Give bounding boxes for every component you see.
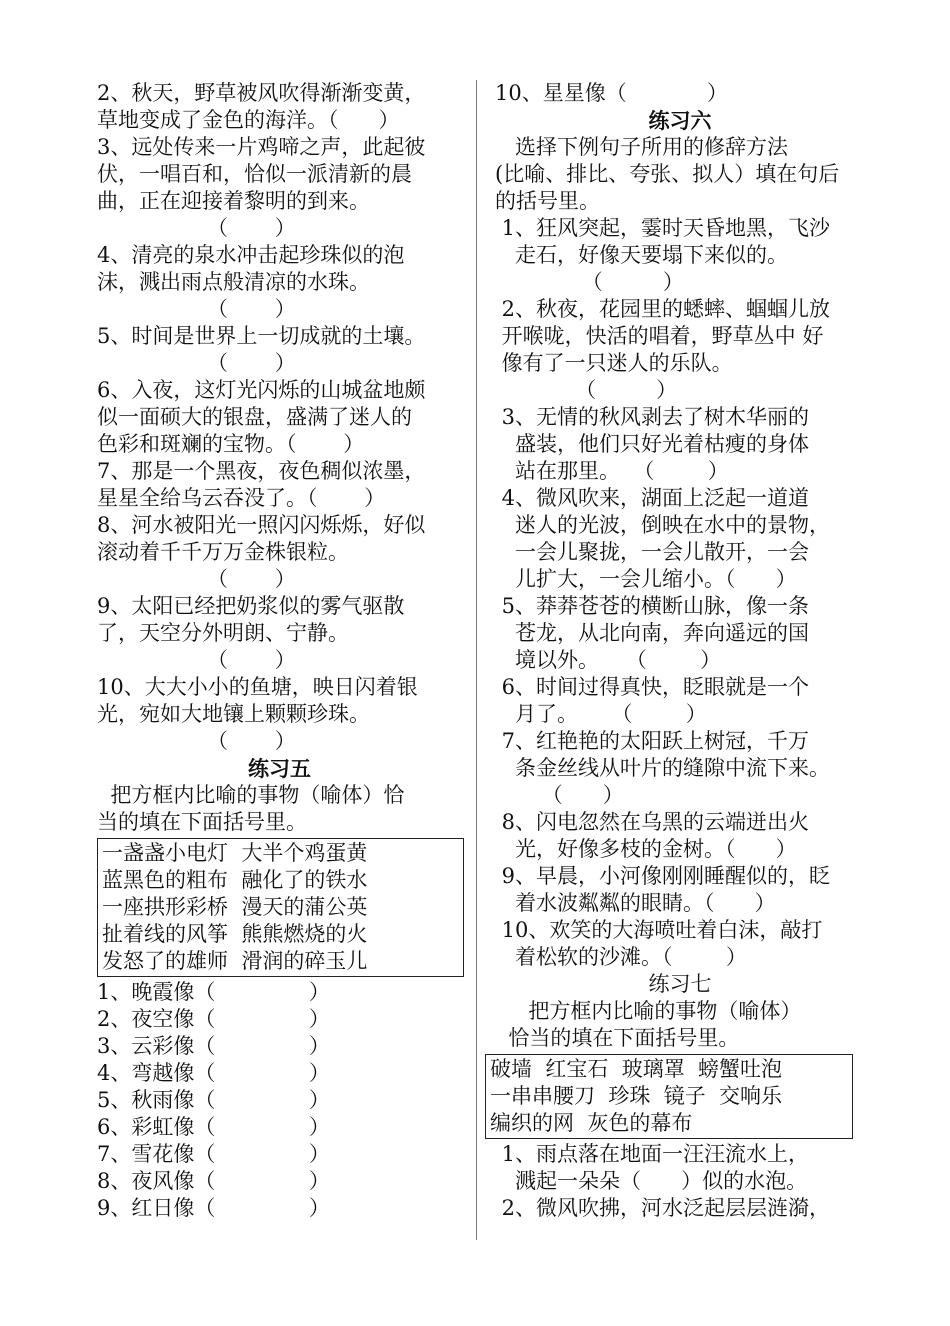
instruction-line: 恰当的填在下面括号里。 (495, 1026, 740, 1050)
column-divider (476, 80, 477, 1240)
question-text-line: 2、秋天，野草被风吹得渐渐变黄， (97, 81, 426, 105)
exercise4-question (97, 323, 462, 377)
fill-item: 6、彩虹像（ ） (97, 1115, 330, 1139)
exercise4-question (97, 242, 462, 323)
answer-blank: （ ） (207, 351, 296, 375)
exercise6-question (495, 917, 865, 971)
answer-blank: （ ） (207, 216, 296, 240)
exercise7-question (495, 1141, 865, 1195)
fill-item: 4、弯越像（ ） (97, 1061, 330, 1085)
question-text-line: 月了。 （ ） (495, 702, 707, 726)
section6-items (495, 215, 865, 971)
fill-item: 2、夜空像（ ） (97, 1007, 330, 1031)
exercise6-question (495, 404, 865, 485)
exercise6-question (495, 728, 865, 809)
exercise4-question (97, 134, 462, 242)
question-text-line: 9、太阳已经把奶浆似的雾气驱散 (97, 594, 405, 618)
answer-blank: （ ） (495, 270, 684, 294)
question-text-line: 5、莽莽苍苍的横断山脉，像一条 (495, 594, 810, 618)
question-text-line: 盛装，他们只好光着枯瘦的身体 (495, 432, 810, 456)
question-text-line: 色彩和斑斓的宝物。（ ） (97, 432, 365, 456)
question-text-line: 光，宛如大地镶上颗颗珍珠。 (97, 702, 370, 726)
question-text-line: 10、大大小小的鱼塘，映日闪着银 (97, 675, 418, 699)
word-box-line: 一盏盏小电灯 大半个鸡蛋黄 (102, 841, 368, 865)
question-text-line: 曲，正在迎接着黎明的到来。 (97, 189, 370, 213)
right-column (490, 80, 865, 1222)
answer-blank: （ ） (495, 378, 678, 402)
section7-title: 练习七 (648, 972, 712, 996)
question-text-line: 1、狂风突起，霎时天昏地黑，飞沙 (495, 216, 831, 240)
question-text-line: 走石，好像天要塌下来似的。 (495, 243, 789, 267)
question-text-line: 伏，一唱百和，恰似一派清新的晨 (97, 162, 412, 186)
question-text-line: 一会儿聚拢，一会儿散开，一会 (495, 540, 810, 564)
question-text-line: 8、河水被阳光一照闪闪烁烁，好似 (97, 513, 426, 537)
question-text-line: 沫，溅出雨点般清凉的水珠。 (97, 270, 370, 294)
question-text-line: 似一面硕大的银盘，盛满了迷人的 (97, 405, 412, 429)
question-text-line: 9、早晨，小河像刚刚睡醒似的，眨 (495, 864, 831, 888)
exercise4-question (97, 674, 462, 755)
question-text-line: 着水波粼粼的眼睛。（ ） (495, 891, 776, 915)
question-text-line: 开喉咙，快活的唱着，野草丛中 好 (495, 324, 824, 348)
exercise6-question (495, 674, 865, 728)
question-text-line: 像有了一只迷人的乐队。 (495, 351, 733, 375)
question-text-line: 6、时间过得真快，眨眼就是一个 (495, 675, 810, 699)
exercise6-question (495, 809, 865, 863)
question-text-line: 2、秋夜，花园里的蟋蟀、蝈蝈儿放 (495, 297, 831, 321)
question-text-line: 7、那是一个黑夜，夜色稠似浓墨， (97, 459, 426, 483)
section7-word-box (485, 1054, 853, 1139)
question-text-line: 8、闪电忽然在乌黑的云端迸出火 (495, 810, 810, 834)
section5-items (97, 979, 462, 1222)
answer-blank: （ ） (207, 567, 296, 591)
fill-item: 1、晚霞像（ ） (97, 980, 330, 1004)
word-box-line: 一座拱形彩桥 漫天的蒲公英 (102, 895, 368, 919)
section6-instruction (495, 134, 865, 215)
question-text-line: 3、远处传来一片鸡啼之声，此起彼 (97, 135, 426, 159)
exercise4-question (97, 377, 462, 458)
question-text-line: 4、清亮的泉水冲击起珍珠似的泡 (97, 243, 405, 267)
section5-instruction (97, 782, 462, 836)
question-text-line: 溅起一朵朵（ ）似的水泡。 (495, 1169, 808, 1193)
question-text-line: 境以外。 （ ） (495, 648, 722, 672)
section5-item-10: 10、星星像（ ） (495, 81, 728, 105)
exercise4-question (97, 593, 462, 674)
word-box-line: 编织的网 灰色的幕布 (490, 1111, 693, 1135)
fill-item: 9、红日像（ ） (97, 1196, 330, 1220)
question-text-line: 3、无情的秋风剥去了树木华丽的 (495, 405, 810, 429)
exercise4-question (97, 512, 462, 593)
exercise7-question (495, 1195, 865, 1222)
left-column (97, 80, 462, 1222)
question-text-line: 苍龙，从北向南，奔向遥远的国 (495, 621, 810, 645)
question-text-line: 4、微风吹来，湖面上泛起一道道 (495, 486, 810, 510)
exercise6-question (495, 296, 865, 404)
question-text-line: 星星全给乌云吞没了。（ ） (97, 486, 386, 510)
instruction-line: 把方框内比喻的事物（喻体） (495, 999, 802, 1023)
exercise6-question (495, 593, 865, 674)
word-box-line: 发怒了的雄师 滑润的碎玉儿 (102, 949, 368, 973)
question-text-line: 着松软的沙滩。（ ） (495, 945, 747, 969)
question-text-line: 2、微风吹拂，河水泛起层层涟漪， (495, 1196, 831, 1220)
instruction-line: (比喻、排比、夸张、拟人）填在句后 (495, 162, 840, 186)
question-text-line: 1、雨点落在地面一汪汪流水上， (495, 1142, 810, 1166)
question-text-line: 滚动着千千万万金株银粒。 (97, 540, 349, 564)
question-text-line: 迷人的光波，倒映在水中的景物， (495, 513, 831, 537)
question-text-line: 6、入夜，这灯光闪烁的山城盆地颇 (97, 378, 426, 402)
answer-blank: （ ） (207, 729, 296, 753)
section7-items (495, 1141, 865, 1222)
exercise6-question (495, 215, 865, 296)
question-text-line: 条金丝线从叶片的缝隙中流下来。 (495, 756, 831, 780)
section5-title: 练习五 (248, 756, 311, 781)
answer-blank: （ ） (207, 648, 296, 672)
question-text-line: 光，好像多枝的金树。（ ） (495, 837, 797, 861)
fill-item: 3、云彩像（ ） (97, 1034, 330, 1058)
question-text-line: 10、欢笑的大海喷吐着白沫，敲打 (495, 918, 823, 942)
answer-blank: （ ） (495, 783, 624, 807)
instruction-line: 当的填在下面括号里。 (97, 810, 307, 834)
exercise4-items (97, 80, 462, 755)
exercise4-question (97, 80, 462, 134)
exercise6-question (495, 863, 865, 917)
word-box-line: 扯着线的风筝 熊熊燃烧的火 (102, 922, 368, 946)
section6-title: 练习六 (648, 108, 712, 133)
fill-item: 8、夜风像（ ） (97, 1169, 330, 1193)
word-box-line: 蓝黑色的粗布 融化了的铁水 (102, 868, 368, 892)
exercise6-question (495, 485, 865, 593)
question-text-line: 草地变成了金色的海洋。（ ） (97, 108, 400, 132)
word-box-line: 一串串腰刀 珍珠 镜子 交响乐 (490, 1084, 783, 1108)
instruction-line: 把方框内比喻的事物（喻体）恰 (97, 783, 405, 807)
instruction-line: 的括号里。 (495, 189, 600, 213)
instruction-line: 选择下例句子所用的修辞方法 (495, 135, 789, 159)
section5-word-box (97, 838, 464, 977)
fill-item: 7、雪花像（ ） (97, 1142, 330, 1166)
question-text-line: 站在那里。 （ ） (495, 459, 729, 483)
word-box-line: 破墙 红宝石 玻璃罩 螃蟹吐泡 (490, 1057, 783, 1081)
fill-item: 5、秋雨像（ ） (97, 1088, 330, 1112)
question-text-line: 儿扩大，一会儿缩小。（ ） (495, 567, 797, 591)
exercise4-question (97, 458, 462, 512)
answer-blank: （ ） (207, 297, 296, 321)
section7-instruction (495, 998, 865, 1052)
question-text-line: 了，天空分外明朗、宁静。 (97, 621, 349, 645)
question-text-line: 5、时间是世界上一切成就的土壤。 (97, 324, 426, 348)
question-text-line: 7、红艳艳的太阳跃上树冠，千万 (495, 729, 810, 753)
